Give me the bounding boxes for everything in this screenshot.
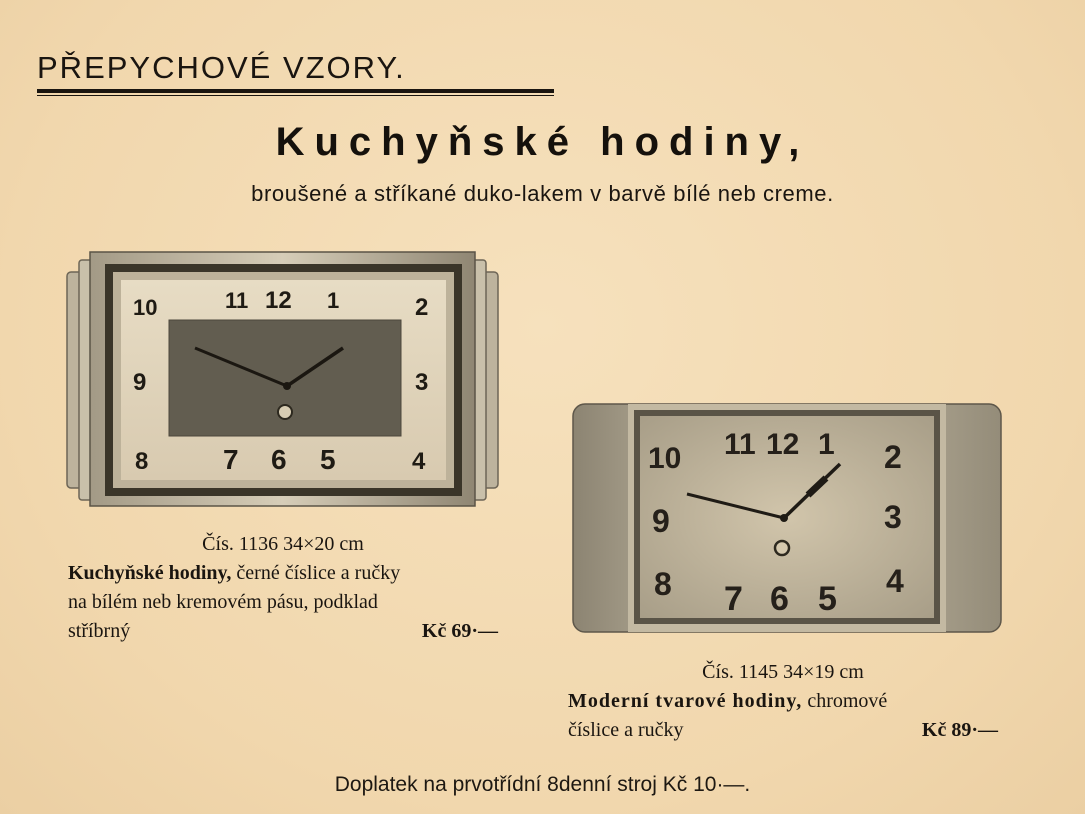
numeral-2: 2 [884,439,902,475]
catalog-section-header: PŘEPYCHOVÉ VZORY. [37,50,406,85]
page-title: Kuchyňské hodiny, [275,120,810,164]
item-1136-caption [68,530,498,646]
numeral-9: 9 [133,369,147,396]
item-1145-desc-line-1 [568,687,998,716]
item-1136-price: Kč 69·— [421,620,498,642]
item-1136-desc-line-1 [68,559,498,588]
numeral-5: 5 [320,444,336,475]
item-1136-name: Kuchyňské hodiny, [68,562,232,584]
numeral-6: 6 [770,580,789,618]
numeral-10: 10 [133,295,158,320]
numeral-1: 1 [327,288,340,313]
numeral-11: 11 [724,428,756,461]
item-1145-desc-2: číslice a ručky [568,719,684,741]
numeral-6: 6 [271,444,287,475]
item-1145-desc-1: chromové [802,690,888,712]
item-1136-price-row [68,617,498,646]
numeral-1: 1 [818,428,835,461]
numeral-8: 8 [654,566,672,602]
item-1145-number: Čís. 1145 34×19 cm [702,661,864,683]
item-1145-price: Kč 89·— [921,719,998,741]
item-1136-desc-1: černé číslice a ručky [231,562,401,584]
numeral-7: 7 [223,444,239,475]
numeral-12: 12 [265,287,292,314]
numeral-9: 9 [652,503,670,539]
numeral-4: 4 [886,563,904,599]
clock-1145-image [572,400,1004,635]
footer-note: Doplatek na prvotřídní 8denní stroj Kč 10·—. [334,773,751,796]
numeral-2: 2 [415,294,429,321]
item-1145-caption [568,658,998,745]
numeral-3: 3 [884,499,902,535]
numeral-11: 11 [225,288,249,313]
item-1145-price-row [568,716,998,745]
numeral-8: 8 [135,448,149,475]
numeral-3: 3 [415,369,429,396]
numeral-5: 5 [818,580,837,618]
item-1145-name: Moderní tvarové hodiny, [568,690,803,712]
numeral-12: 12 [766,428,800,461]
numeral-10: 10 [648,442,682,475]
header-underline [37,89,554,93]
numeral-7: 7 [724,580,743,618]
item-1136-desc-3: stříbrný [68,620,131,642]
page-subtitle: broušené a stříkané duko-lakem v barvě bílé neb creme. [251,181,834,206]
numeral-4: 4 [412,448,426,475]
clock-1136-image [65,250,500,510]
item-1136-number: Čís. 1136 34×20 cm [202,533,364,555]
header-underline-thin [37,95,554,96]
item-1136-desc-line-2: na bílém neb kremovém pásu, podklad [68,591,378,613]
